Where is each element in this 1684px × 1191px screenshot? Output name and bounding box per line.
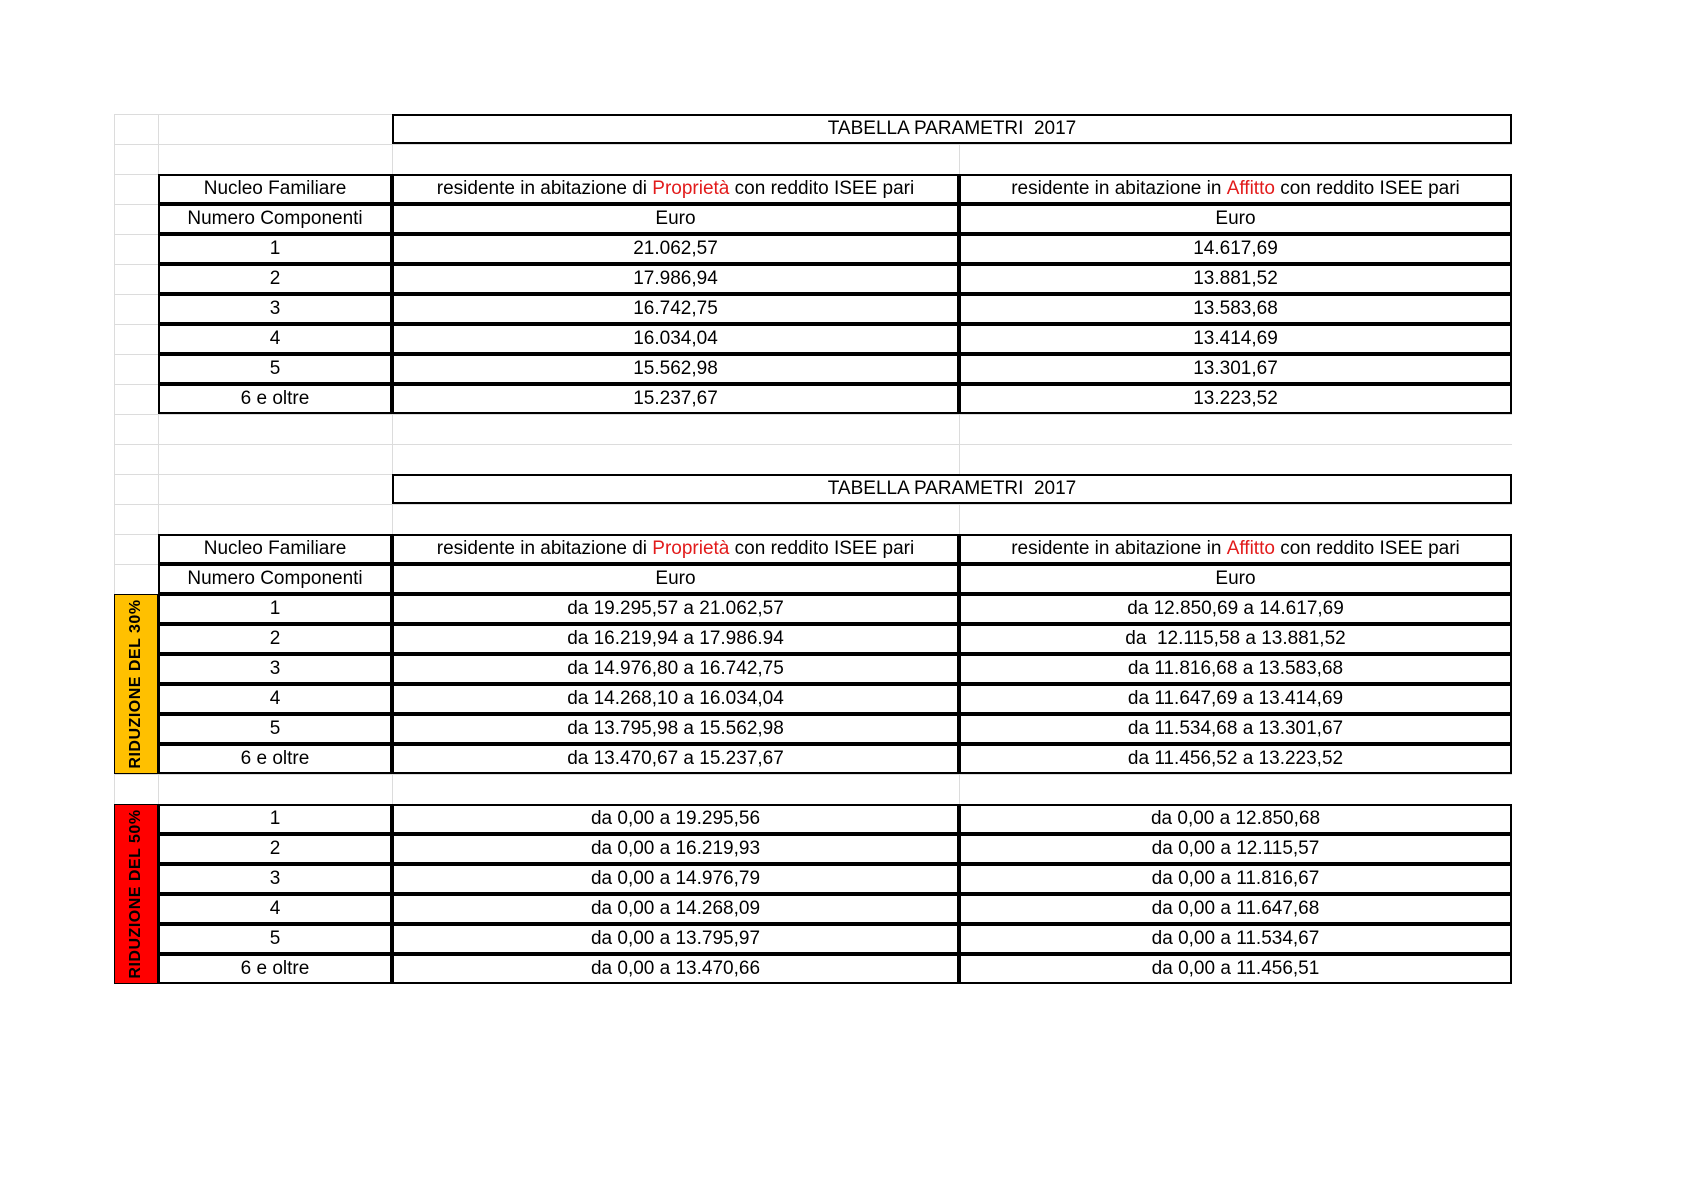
affitto-value: 13.881,52 [959,264,1512,294]
componenti-cell: 4 [158,684,392,714]
table-row [114,324,1512,354]
componenti-cell: 5 [158,924,392,954]
proprieta-range: da 0,00 a 14.976,79 [392,864,959,894]
affitto-range: da 11.816,68 a 13.583,68 [959,654,1512,684]
header-nucleo-familiare: Nucleo Familiare [158,534,392,564]
affitto-range: da 12.115,58 a 13.881,52 [959,624,1512,654]
riduzione-30-label: RIDUZIONE DEL 30% [127,599,144,769]
affitto-value: 13.414,69 [959,324,1512,354]
proprieta-range: da 0,00 a 14.268,09 [392,894,959,924]
table-row [114,384,1512,414]
table1-header-row [114,174,1512,204]
sheet-row [114,774,1512,804]
empty-cell [114,774,158,804]
proprieta-value: 15.237,67 [392,384,959,414]
empty-cell [158,144,392,174]
empty-cell [959,144,1512,174]
table1-subheader-row [114,204,1512,234]
proprieta-range: da 19.295,57 a 21.062,57 [392,594,959,624]
empty-cell [114,114,158,144]
affitto-value: 13.583,68 [959,294,1512,324]
sheet-row [114,114,1512,144]
componenti-cell: 6 e oltre [158,954,392,984]
componenti-cell: 2 [158,624,392,654]
empty-cell [158,474,392,504]
empty-cell [114,474,158,504]
header-text: residente in abitazione in [1011,178,1227,199]
table-row [114,354,1512,384]
sheet-row [114,444,1512,474]
empty-cell [959,504,1512,534]
table-row [114,714,1512,744]
empty-cell [158,444,392,474]
componenti-cell: 2 [158,834,392,864]
componenti-cell: 5 [158,714,392,744]
empty-cell [114,414,158,444]
table-row [114,264,1512,294]
affitto-range: da 0,00 a 12.850,68 [959,804,1512,834]
table1-title: TABELLA PARAMETRI 2017 [392,114,1512,144]
proprieta-range: da 13.470,67 a 15.237,67 [392,744,959,774]
componenti-cell: 1 [158,804,392,834]
empty-cell [959,414,1512,444]
empty-cell [114,144,158,174]
header-highlight-proprieta: Proprietà [652,538,730,559]
proprieta-range: da 13.795,98 a 15.562,98 [392,714,959,744]
proprieta-value: 21.062,57 [392,234,959,264]
table-row [114,864,1512,894]
empty-cell [114,234,158,264]
affitto-range: da 11.456,52 a 13.223,52 [959,744,1512,774]
proprieta-range: da 0,00 a 19.295,56 [392,804,959,834]
empty-cell [392,414,959,444]
empty-cell [158,774,392,804]
empty-cell [114,204,158,234]
proprieta-range: da 0,00 a 13.795,97 [392,924,959,954]
subheader-numero-componenti: Numero Componenti [158,204,392,234]
sheet-row [114,144,1512,174]
componenti-cell: 6 e oltre [158,384,392,414]
empty-cell [114,564,158,594]
sheet-row [114,414,1512,444]
header-proprieta [392,174,959,204]
header-nucleo-familiare: Nucleo Familiare [158,174,392,204]
componenti-cell: 3 [158,294,392,324]
table-row [114,804,1512,834]
proprieta-value: 15.562,98 [392,354,959,384]
affitto-range: da 0,00 a 11.456,51 [959,954,1512,984]
affitto-range: da 0,00 a 11.647,68 [959,894,1512,924]
table-row [114,834,1512,864]
header-text: residente in abitazione in [1011,538,1227,559]
affitto-value: 13.223,52 [959,384,1512,414]
affitto-value: 13.301,67 [959,354,1512,384]
empty-cell [158,504,392,534]
table2-subheader-row [114,564,1512,594]
empty-cell [114,354,158,384]
table-row [114,924,1512,954]
header-text: con reddito ISEE pari [1274,538,1460,559]
header-text: con reddito ISEE pari [729,178,915,199]
affitto-range: da 11.647,69 a 13.414,69 [959,684,1512,714]
componenti-cell: 4 [158,324,392,354]
subheader-euro: Euro [959,564,1512,594]
componenti-cell: 4 [158,894,392,924]
empty-cell [959,774,1512,804]
table-row [114,684,1512,714]
subheader-euro: Euro [959,204,1512,234]
proprieta-range: da 0,00 a 16.219,93 [392,834,959,864]
empty-cell [392,504,959,534]
subheader-euro: Euro [392,564,959,594]
affitto-range: da 11.534,68 a 13.301,67 [959,714,1512,744]
table-row [114,744,1512,774]
affitto-range: da 0,00 a 11.534,67 [959,924,1512,954]
header-text: residente in abitazione di [436,538,653,559]
affitto-range: da 0,00 a 11.816,67 [959,864,1512,894]
empty-cell [114,444,158,474]
empty-cell [158,114,392,144]
proprieta-value: 16.742,75 [392,294,959,324]
header-highlight-affitto: Affitto [1226,178,1275,199]
header-text: con reddito ISEE pari [729,538,915,559]
componenti-cell: 1 [158,594,392,624]
header-text: residente in abitazione di [436,178,653,199]
sheet-row [114,504,1512,534]
header-affitto [959,174,1512,204]
table-row [114,234,1512,264]
table-row [114,654,1512,684]
affitto-range: da 12.850,69 a 14.617,69 [959,594,1512,624]
sheet-row [114,474,1512,504]
empty-cell [114,264,158,294]
affitto-value: 14.617,69 [959,234,1512,264]
componenti-cell: 1 [158,234,392,264]
riduzione-50-label: RIDUZIONE DEL 50% [127,809,144,979]
empty-cell [392,144,959,174]
componenti-cell: 3 [158,654,392,684]
empty-cell [392,444,959,474]
proprieta-range: da 0,00 a 13.470,66 [392,954,959,984]
componenti-cell: 2 [158,264,392,294]
empty-cell [114,324,158,354]
empty-cell [114,174,158,204]
componenti-cell: 3 [158,864,392,894]
header-text: con reddito ISEE pari [1274,178,1460,199]
table-row [114,894,1512,924]
empty-cell [114,504,158,534]
table2-title: TABELLA PARAMETRI 2017 [392,474,1512,504]
table2-header-row [114,534,1512,564]
subheader-numero-componenti: Numero Componenti [158,564,392,594]
affitto-range: da 0,00 a 12.115,57 [959,834,1512,864]
table-row [114,624,1512,654]
proprieta-range: da 16.219,94 a 17.986.94 [392,624,959,654]
empty-cell [114,294,158,324]
empty-cell [114,384,158,414]
table-row [114,294,1512,324]
componenti-cell: 5 [158,354,392,384]
proprieta-value: 17.986,94 [392,264,959,294]
header-highlight-proprieta: Proprietà [652,178,730,199]
empty-cell [114,534,158,564]
header-proprieta [392,534,959,564]
proprieta-range: da 14.976,80 a 16.742,75 [392,654,959,684]
header-highlight-affitto: Affitto [1226,538,1275,559]
header-affitto [959,534,1512,564]
empty-cell [158,414,392,444]
table-row [114,594,1512,624]
componenti-cell: 6 e oltre [158,744,392,774]
empty-cell [392,774,959,804]
proprieta-value: 16.034,04 [392,324,959,354]
proprieta-range: da 14.268,10 a 16.034,04 [392,684,959,714]
table-row [114,954,1512,984]
empty-cell [959,444,1512,474]
subheader-euro: Euro [392,204,959,234]
